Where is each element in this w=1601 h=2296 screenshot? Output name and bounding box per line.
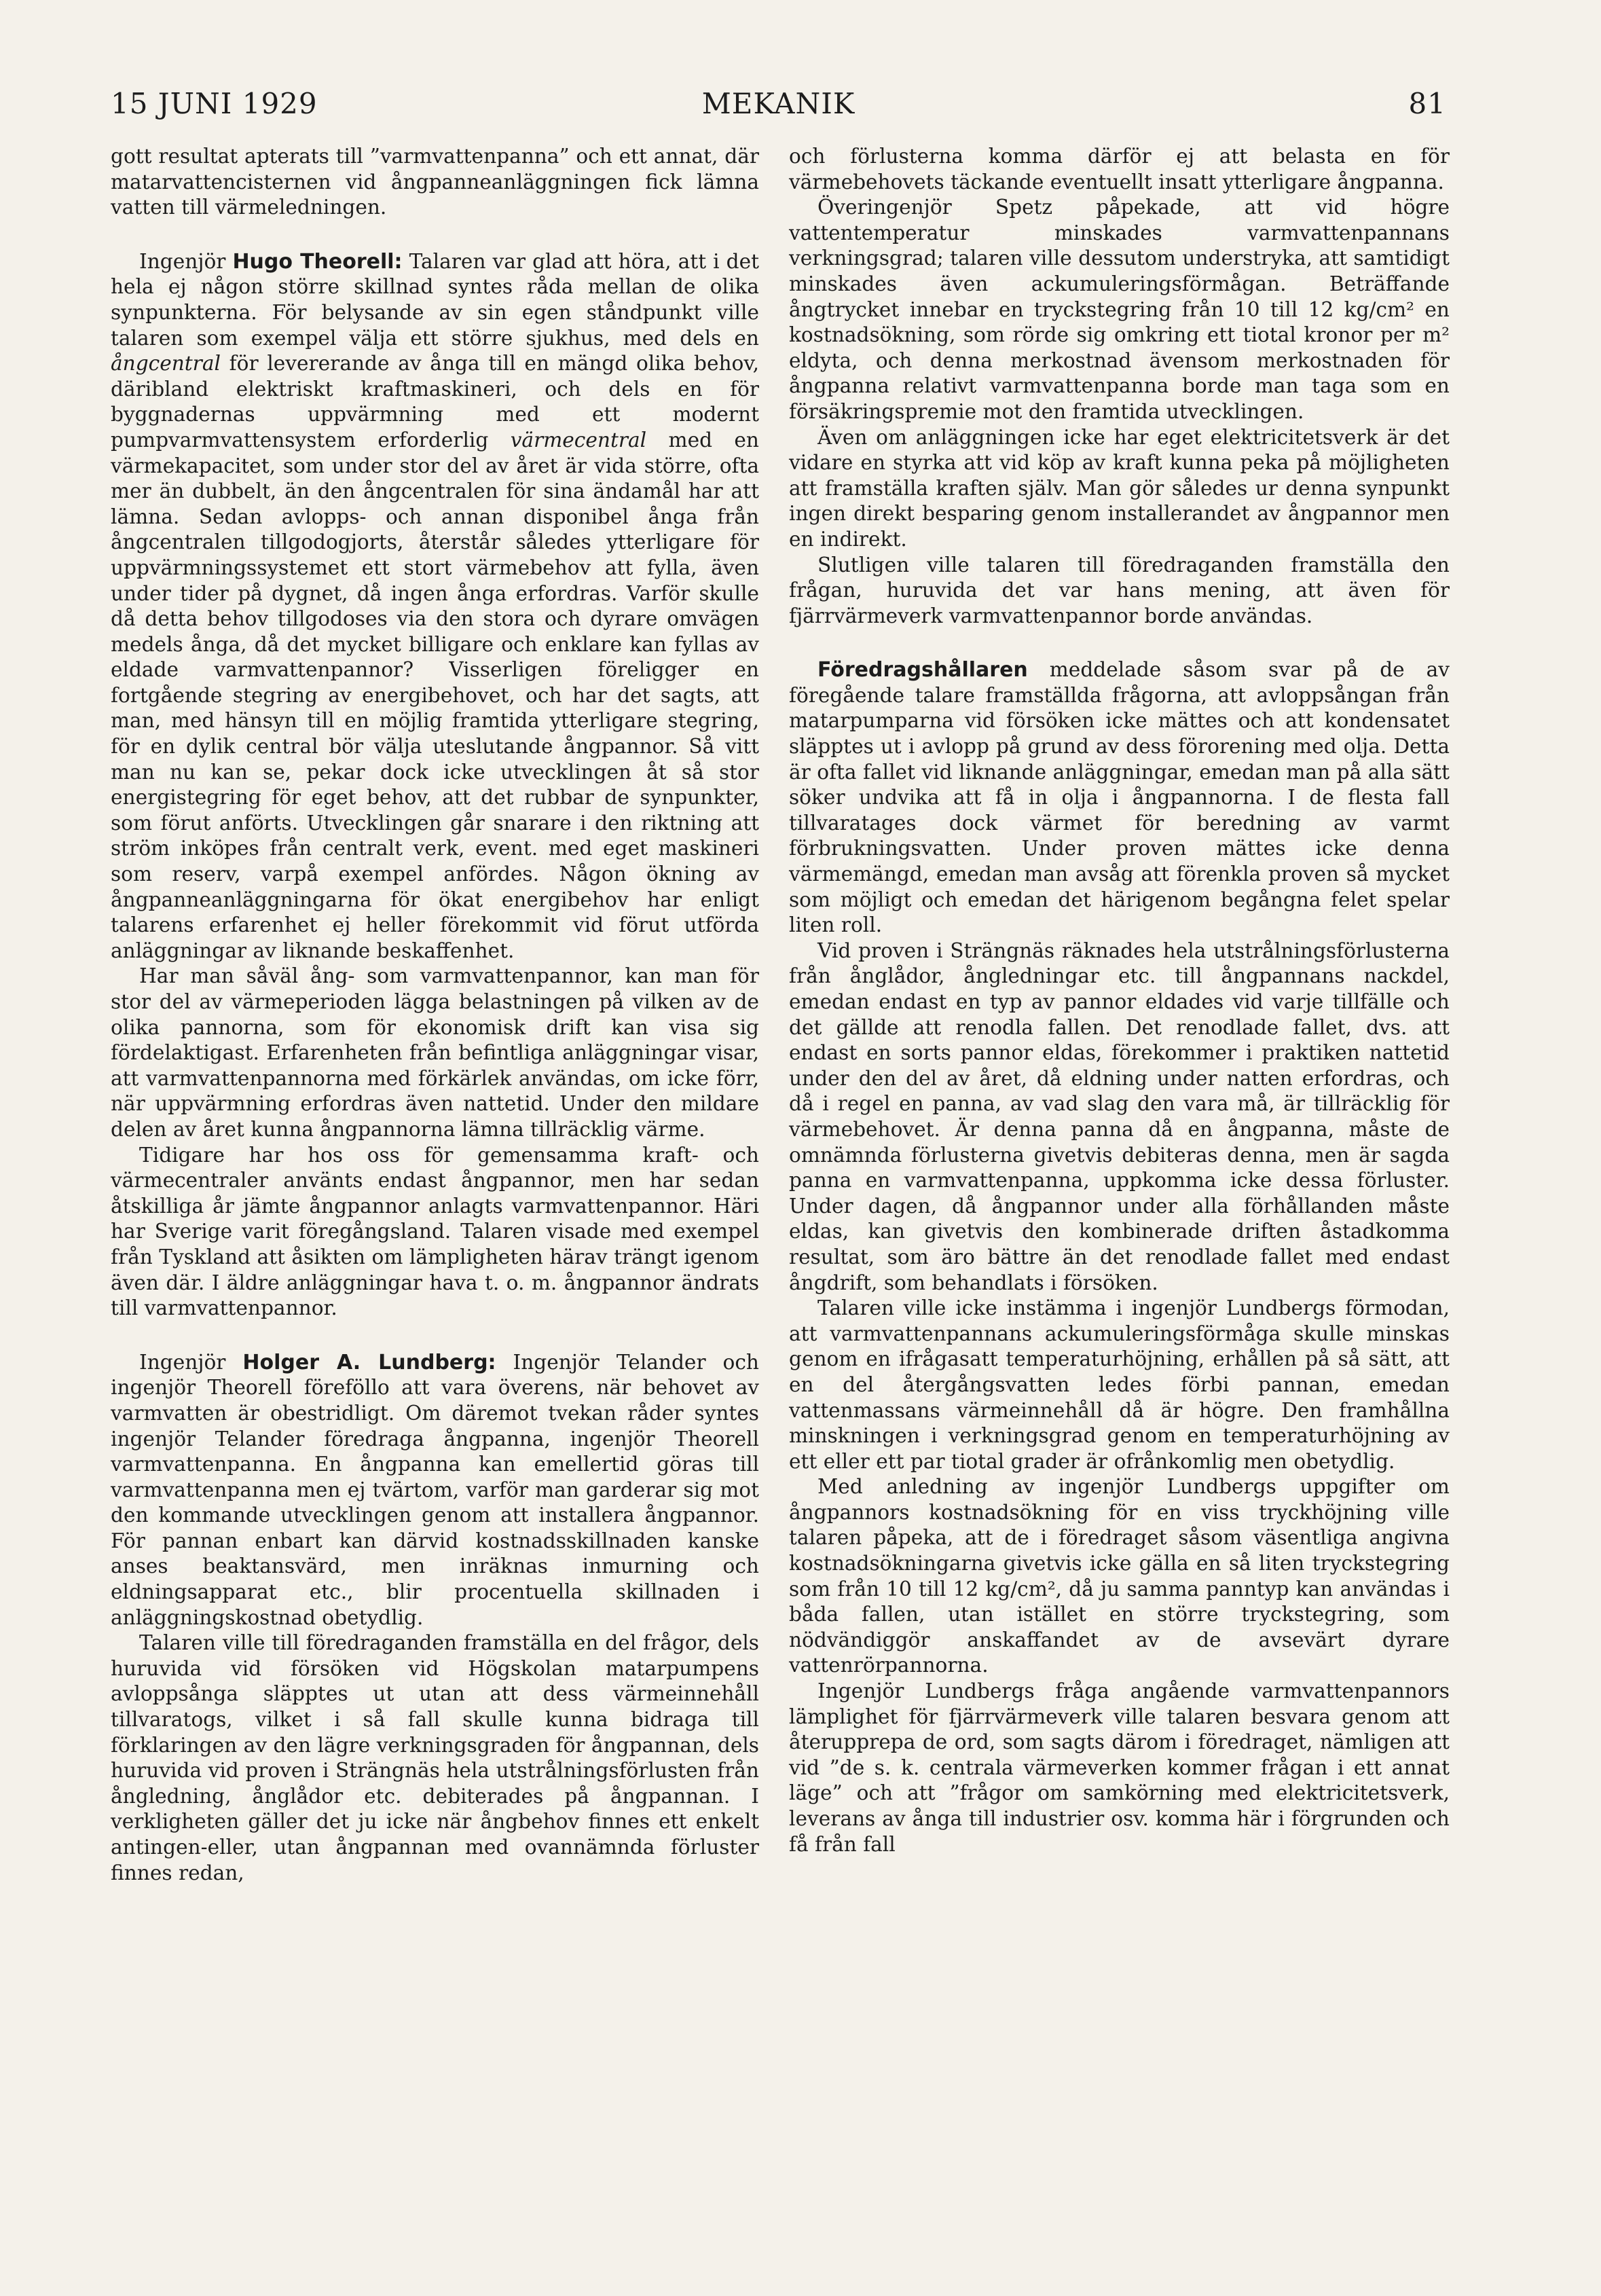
paragraph: och förlusterna komma därför ej att belasta en för värmebehovets täckande eventuellt insatt ytterligare ångpanna. xyxy=(789,145,1450,194)
speaker-name: Hugo Theorell: xyxy=(232,249,403,274)
running-header xyxy=(111,87,1446,128)
issue-date: 15 JUNI 1929 xyxy=(111,87,318,120)
paragraph: Tidigare har hos oss för gemensamma kraft- och värmecentraler använts endast ångpannor, men har sedan åtskilliga år jämte ångpannor anlagts varmvattenpannor. Häri har Sverige varit föregångsland. Talaren visade med exempel från Tyskland att åsikten om lämpligheten härav trängt igenom även där. I äldre anläggningar hava t. o. m. ångpannor ändrats till varmvattenpannor. xyxy=(111,1143,759,1320)
paragraph: gott resultat apterats till ”varmvattenpanna” och ett annat, där matarvattencisternen vid ångpanneanläggningen fick lämna vatten till värmeledningen. xyxy=(111,145,759,219)
text-run: Ingenjör xyxy=(139,1350,243,1374)
journal-title: MEKANIK xyxy=(701,87,855,120)
paragraph xyxy=(789,657,1450,939)
text-run: meddelade såsom svar på de av föregående talare framställda frågorna, att avloppsångan från matarpumparna vid försöken icke mättes och att kondensatet släpptes ut i avlopp på grund av dess förorening med olja. Detta är ofta fallet vid liknande anläggningar, emedan man på alla sätt söker undvika att få in olja i ångpannorna. I de flesta fall tillvaratages dock värmet för beredning av varmt förbrukningsvatten. Under proven mättes icke denna värmemängd, emedan man avsåg att förenkla proven så mycket som möjligt och emedan det härigenom begångna felet spelar liten roll. xyxy=(789,658,1450,937)
speaker-name: Föredragshållaren xyxy=(817,658,1028,682)
paragraph xyxy=(111,249,759,964)
paragraph: Även om anläggningen icke har eget elektricitetsverk är det vidare en styrka att vid köp av kraft kunna peka på möjligheten att framställa kraften själv. Man gör således ur denna synpunkt ingen direkt besparing genom installerandet av ångpannor men en indirekt. xyxy=(789,425,1450,551)
paragraph: Vid proven i Strängnäs räknades hela utstrålningsförlusterna från ånglådor, ångledningar etc. till ångpannans nackdel, emedan endast en typ av pannor eldades vid varje tillfälle och det gällde att renodla fallen. Det renodlade fallet, dvs. att endast en sorts pannor eldas, förekommer i praktiken nattetid under den del av året, då eldning under natten erfordras, och då i regel en panna, av vad slag den vara må, är tillräcklig för värmebehovet. Är denna panna då en ångpanna, måste de omnämnda förlusterna givetvis debiteras denna, men är sagda panna en varmvattenpanna, uppkomma icke dessa förluster. Under dagen, då ångpannor under alla förhållanden måste eldas, kan givetvis den kombinerade driften åstadkomma resultat, som äro bättre än det renodlade fallet med endast ångdrift, som behandlats i försöken. xyxy=(789,939,1450,1294)
right-column xyxy=(789,144,1450,1857)
left-column xyxy=(111,144,759,1886)
text-run: med en värmekapacitet, som under stor del av året är vida större, ofta mer än dubbelt, än den ångcentralen för sina ändamål har att lämna. Sedan avlopps- och annan disponibel ånga från ångcentralen tillgodogjorts, återstår således ytterligare för uppvärmningssystemet ett stort värmebehov att fylla, även under tider på dygnet, då ingen ånga erfordras. Varför skulle då detta behov tillgodoses via den stora och dyrare omvägen medels ånga, då det mycket billigare och enklare kan fyllas av eldade varmvattenpannor? Visserligen föreligger en fortgående stegring av energibehovet, och har det sagts, att man, med hänsyn till en möjlig framtida ytterligare stegring, för en dylik central bör välja uteslutande ångpannor. Så vitt man nu kan se, pekar dock icke utvecklingen åt så stor energistegring för eget behov, att det rubbar de synpunkter, som förut anförts. Utvecklingen går snarare i den riktning att ström inköpes från centralt verk, event. med eget maskineri som reserv, varpå exempel anfördes. Någon ökning av ångpanneanläggningarna för ökat energibehov har enligt talarens erfarenhet ej heller förekommit vid förut utförda anläggningar av liknande beskaffenhet. xyxy=(111,428,759,962)
text-run: Ingenjör xyxy=(139,249,233,273)
paragraph: Har man såväl ång- som varmvattenpannor, kan man för stor del av värmeperioden lägga belastningen på vilken av de olika pannorna, som för ekonomisk drift kan visa sig fördelaktigast. Erfarenheten från befintliga anläggningar visar, att varmvattenpannorna med förkärlek användas, om icke förr, när uppvärmning erfordras även nattetid. Under den mildare delen av året kunna ångpannorna lämna tillräcklig värme. xyxy=(111,964,759,1141)
paragraph: Slutligen ville talaren till föredraganden framställa den frågan, huruvida det var hans mening, att även för fjärrvärmeverk varmvattenpannor borde användas. xyxy=(789,553,1450,627)
page-number: 81 xyxy=(1408,87,1446,120)
speaker-name: Holger A. Lundberg: xyxy=(242,1350,496,1374)
paragraph xyxy=(111,1350,759,1631)
paragraph: Talaren ville icke instämma i ingenjör Lundbergs förmodan, att varmvattenpannans ackumuleringsförmåga skulle minskas genom en ifrågasatt temperaturhöjning, erhållen på så sätt, att en del återgångsvatten ledes förbi pannan, emedan vattenmassans värmeinnehåll då är högre. Den framhållna minskningen i verkningsgrad genom en temperaturhöjning av ett eller ett par tiotal grader är ofrånkomlig men obetydlig. xyxy=(789,1296,1450,1473)
paragraph: Överingenjör Spetz påpekade, att vid högre vattentemperatur minskades varmvattenpannans verkningsgrad; talaren ville dessutom understryka, att samtidigt minskades även ackumuleringsförmågan. Beträffande ångtrycket innebar en tryckstegring från 10 till 12 kg/cm² en kostnadsökning, som rörde sig omkring ett tiotal kronor per m² eldyta, och denna merkostnad ävensom merkostnaden för ångpanna relativt varmvattenpanna borde man taga som en försäkringspremie mot den framtida utvecklingen. xyxy=(789,196,1450,423)
text-run: Talaren var glad att höra, att i det hela ej någon större skillnad syntes råda mellan de olika synpunkterna. För belysande av sin egen ståndpunkt ville talaren som exempel välja ett större sjukhus, med dels en xyxy=(111,249,759,350)
paragraph: Med anledning av ingenjör Lundbergs uppgifter om ångpannors kostnadsökning för en viss tryckhöjning ville talaren påpeka, att de i föredraget såsom väsentliga angivna kostnadsökningarna givetvis icke gälla en så liten tryckstegring som från 10 till 12 kg/cm², då ju samma panntyp kan användas i båda fallen, utan istället en större tryckstegring, som nödvändiggör anskaffandet av de avsevärt dyrare vattenrörpannorna. xyxy=(789,1475,1450,1677)
text-run: för levererande av ånga till en mängd olika behov, däribland elektriskt kraftmaskineri, och dels en för byggnadernas uppvärmning med ett modernt pumpvarmvattensystem erforderlig xyxy=(111,352,759,452)
text-run: Ingenjör Telander och ingenjör Theorell föreföllo att vara överens, när behovet av varmvatten är obestridligt. Om däremot tvekan råder syntes ingenjör Telander föredraga ångpanna, ingenjör Theorell varmvattenpanna. En ångpanna kan emellertid göras till varmvattenpanna men ej tvärtom, varför man garderar sig mot den kommande utvecklingen genom att installera ångpannor. För pannan enbart kan därvid kostnadsskillnaden kanske anses beaktansvärd, men inräknas inmurning och eldningsapparat etc., blir procentuella skillnaden i anläggningskostnad obetydlig. xyxy=(111,1350,759,1629)
paragraph: Ingenjör Lundbergs fråga angående varmvattenpannors lämplighet för fjärrvärmeverk ville talaren besvara genom att återupprepa de ord, som sagts därom i föredraget, nämligen att vid ”de s. k. centrala värmeverken kommer frågan i ett annat läge” och att ”frågor om samkörning med elektricitetsverk, leverans av ånga till industrier osv. komma här i förgrunden och få från fall xyxy=(789,1679,1450,1856)
emphasis: ångcentral xyxy=(111,352,221,376)
paragraph: Talaren ville till föredraganden framställa en del frågor, dels huruvida vid försöken vid Högskolan matarpumpens avloppsånga släpptes ut utan att dess värmeinnehåll tillvaratogs, vilket i så fall skulle kunna bidraga till förklaringen av den lägre verkningsgraden för ångpannan, dels huruvida vid proven i Strängnäs hela utstrålningsförlusten från ångledning, ånglådor etc. debiterades på ångpannan. I verkligheten gäller det ju icke när ångbehov finnes ett enkelt antingen-eller, utan ångpannan med ovannämnda förluster finnes redan, xyxy=(111,1631,759,1884)
emphasis: värmecentral xyxy=(510,428,647,452)
